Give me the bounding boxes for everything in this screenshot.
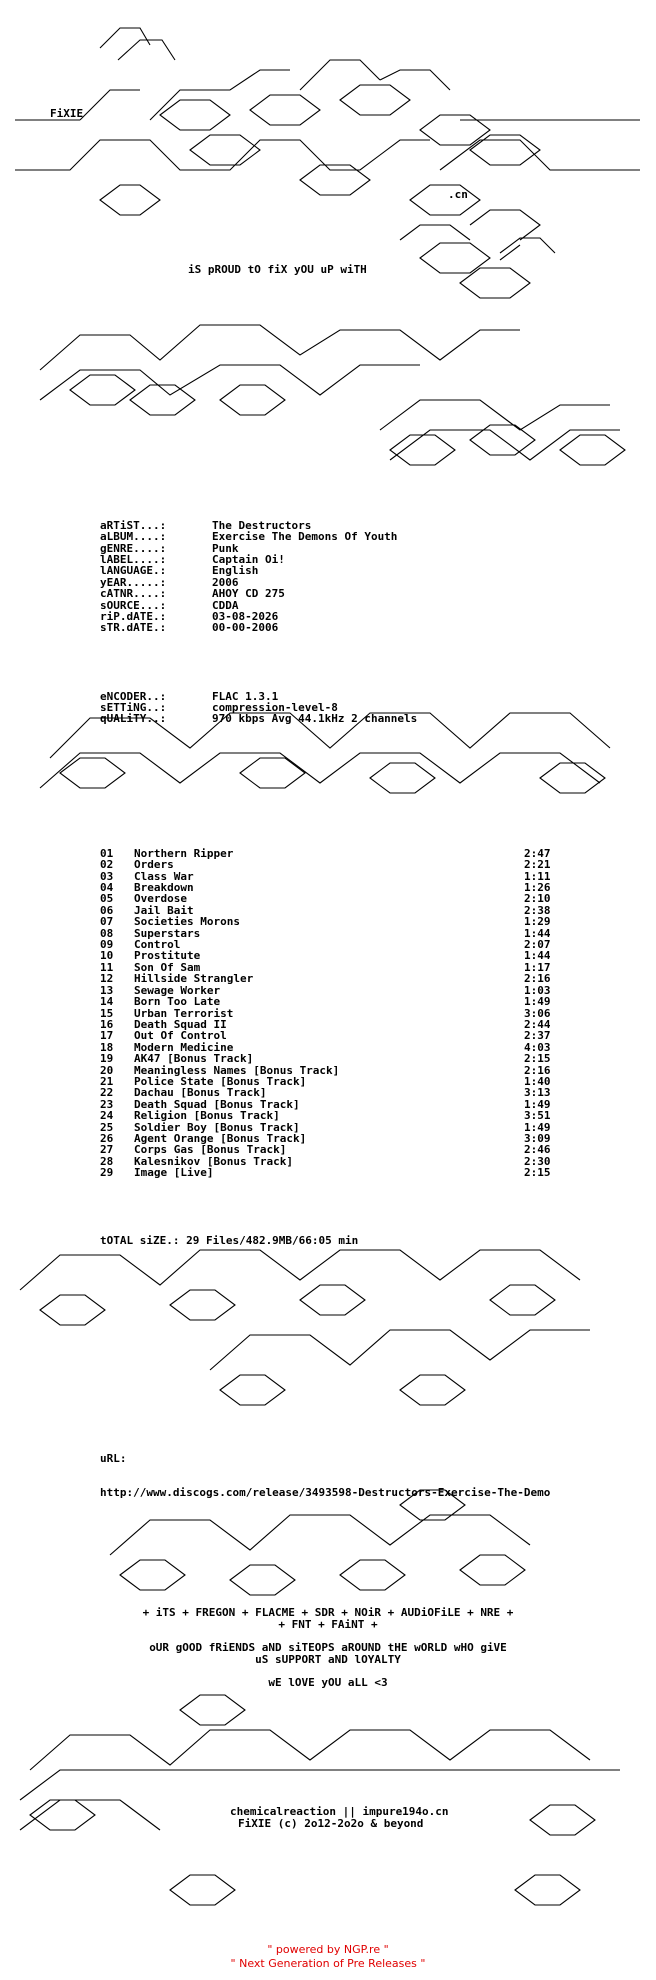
track-number: 14 xyxy=(100,995,114,1009)
release-info-list xyxy=(100,520,417,634)
track-row xyxy=(100,973,551,984)
total-size: tOTAL siZE.: 29 Files/482.9MB/66:05 min xyxy=(100,1234,359,1248)
track-number: 21 xyxy=(100,1074,114,1088)
info-key: yEAR.....: xyxy=(100,575,167,589)
info-key: cATNR....: xyxy=(100,587,167,601)
track-duration: 1:03 xyxy=(524,983,551,997)
title-logo-graphic xyxy=(0,310,656,490)
track-duration: 2:44 xyxy=(524,1017,551,1031)
track-number: 08 xyxy=(100,926,114,940)
track-number: 18 xyxy=(100,1040,114,1054)
track-number: 20 xyxy=(100,1063,114,1077)
track-number: 22 xyxy=(100,1086,114,1100)
track-title: Orders xyxy=(134,858,174,872)
track-title: Class War xyxy=(134,869,194,883)
header-tag: FiXIE xyxy=(50,107,84,120)
track-number: 05 xyxy=(100,892,114,906)
info-key: eNCODER..: xyxy=(100,689,167,703)
tracklist-logo-art xyxy=(0,688,656,808)
header-logo-graphic xyxy=(0,0,656,240)
track-duration: 2:46 xyxy=(524,1143,551,1157)
info-key: sETTiNG..: xyxy=(100,700,167,714)
track-duration: 2:15 xyxy=(524,1052,551,1066)
info-row xyxy=(100,622,417,633)
track-title: Image [Live] xyxy=(134,1166,214,1180)
track-title: Meaningless Names [Bonus Track] xyxy=(134,1063,340,1077)
info-row xyxy=(100,588,417,599)
track-title: Death Squad [Bonus Track] xyxy=(134,1097,300,1111)
credit-line-1: chemicalreaction || impure194o.cn xyxy=(230,1805,449,1818)
info-value: The Destructors xyxy=(212,518,312,532)
track-title: Societies Morons xyxy=(134,915,240,929)
track-title: Breakdown xyxy=(134,881,194,895)
url-link[interactable]: http://www.discogs.com/release/3493598-Destructors-Exercise-The-Demo xyxy=(100,1486,551,1500)
track-duration: 3:51 xyxy=(524,1109,551,1123)
track-number: 06 xyxy=(100,903,114,917)
groups-line-1: + iTS + FREGON + FLACME + SDR + NOiR + AUDiOFiLE + NRE + xyxy=(142,1606,514,1619)
track-number: 04 xyxy=(100,881,114,895)
track-number: 17 xyxy=(100,1029,114,1043)
info-key: gENRE....: xyxy=(100,541,167,555)
track-duration: 2:21 xyxy=(524,858,551,872)
track-title: Soldier Boy [Bonus Track] xyxy=(134,1120,300,1134)
ngp-tagline: " Next Generation of Pre Releases " xyxy=(230,1957,426,1970)
track-title: Control xyxy=(134,938,181,952)
url-label: uRL: xyxy=(100,1451,127,1465)
track-number: 10 xyxy=(100,949,114,963)
track-duration: 1:44 xyxy=(524,949,551,963)
info-key: qUALiTY..: xyxy=(100,712,167,726)
info-key: lABEL....: xyxy=(100,553,167,567)
track-number: 02 xyxy=(100,858,114,872)
track-duration: 4:03 xyxy=(524,1040,551,1054)
track-row xyxy=(100,1053,551,1064)
track-duration: 2:38 xyxy=(524,903,551,917)
track-title: Corps Gas [Bonus Track] xyxy=(134,1143,287,1157)
track-number: 16 xyxy=(100,1017,114,1031)
track-duration: 2:37 xyxy=(524,1029,551,1043)
notes-logo-art xyxy=(0,1210,656,1410)
track-title: Religion [Bonus Track] xyxy=(134,1109,280,1123)
proud-line: iS pROUD tO fiX yOU uP wiTH xyxy=(188,263,367,276)
info-value: FLAC 1.3.1 xyxy=(212,689,279,703)
info-key: aRTiST...: xyxy=(100,518,167,532)
track-number: 15 xyxy=(100,1006,114,1020)
footer-logo-art xyxy=(0,1700,656,1920)
credit-line-2: FiXIE (c) 2o12-2o2o & beyond xyxy=(238,1817,424,1830)
track-title: Jail Bait xyxy=(134,903,194,917)
info-value: Captain Oi! xyxy=(212,553,285,567)
info-value: Exercise The Demons Of Youth xyxy=(212,530,398,544)
info-key: sOURCE...: xyxy=(100,598,167,612)
title-logo-art xyxy=(0,310,656,490)
track-row xyxy=(100,916,551,927)
proud-logo-art xyxy=(400,238,560,308)
info-value: 2006 xyxy=(212,575,239,589)
track-title: Police State [Bonus Track] xyxy=(134,1074,307,1088)
info-value: compression-level-8 xyxy=(212,700,338,714)
track-row xyxy=(100,1167,551,1178)
info-value: 03-08-2026 xyxy=(212,610,279,624)
info-value: English xyxy=(212,564,259,578)
track-duration: 1:49 xyxy=(524,1120,551,1134)
track-number: 29 xyxy=(100,1166,114,1180)
track-duration: 2:30 xyxy=(524,1154,551,1168)
track-number: 24 xyxy=(100,1109,114,1123)
track-title: Agent Orange [Bonus Track] xyxy=(134,1131,307,1145)
track-number: 07 xyxy=(100,915,114,929)
track-duration: 3:13 xyxy=(524,1086,551,1100)
track-title: Sewage Worker xyxy=(134,983,221,997)
track-title: Dachau [Bonus Track] xyxy=(134,1086,267,1100)
track-duration: 1:40 xyxy=(524,1074,551,1088)
info-key: sTR.dATE.: xyxy=(100,621,167,635)
track-title: Out Of Control xyxy=(134,1029,227,1043)
track-duration: 2:10 xyxy=(524,892,551,906)
greets-logo-art xyxy=(100,1485,560,1605)
track-duration: 1:11 xyxy=(524,869,551,883)
proud-logo-graphic xyxy=(400,238,560,308)
track-row xyxy=(100,1030,551,1041)
track-duration: 2:15 xyxy=(524,1166,551,1180)
track-title: Death Squad II xyxy=(134,1017,227,1031)
love-line: wE lOVE yOU aLL <3 xyxy=(268,1676,388,1689)
track-number: 09 xyxy=(100,938,114,952)
track-title: Superstars xyxy=(134,926,201,940)
track-number: 19 xyxy=(100,1052,114,1066)
track-title: Overdose xyxy=(134,892,187,906)
header-domain: .cn xyxy=(448,188,468,201)
track-title: Son Of Sam xyxy=(134,960,201,974)
track-title: Northern Ripper xyxy=(134,846,234,860)
track-title: Hillside Strangler xyxy=(134,972,254,986)
track-title: Prostitute xyxy=(134,949,201,963)
notes-logo-graphic xyxy=(0,1210,656,1410)
groups-line-2: + FNT + FAiNT + xyxy=(278,1618,378,1631)
track-row xyxy=(100,996,551,1007)
track-title: Kalesnikov [Bonus Track] xyxy=(134,1154,293,1168)
track-row xyxy=(100,859,551,870)
track-title: Born Too Late xyxy=(134,995,221,1009)
track-duration: 1:44 xyxy=(524,926,551,940)
track-duration: 2:16 xyxy=(524,972,551,986)
track-title: Modern Medicine xyxy=(134,1040,234,1054)
track-title: AK47 [Bonus Track] xyxy=(134,1052,254,1066)
friends-line-1: oUR gOOD fRiENDS aND siTEOPS aROUND tHE wORLD wHO giVE xyxy=(149,1641,507,1654)
info-value: 970 kbps Avg 44.1kHz 2 channels xyxy=(212,712,418,726)
info-key: lANGUAGE.: xyxy=(100,564,167,578)
track-duration: 2:07 xyxy=(524,938,551,952)
track-duration: 1:49 xyxy=(524,1097,551,1111)
track-duration: 1:29 xyxy=(524,915,551,929)
track-duration: 2:47 xyxy=(524,846,551,860)
track-duration: 3:09 xyxy=(524,1131,551,1145)
tracklist xyxy=(100,825,551,1258)
track-list xyxy=(100,848,551,1179)
track-number: 11 xyxy=(100,960,114,974)
info-key: riP.dATE.: xyxy=(100,610,167,624)
header-logo-art xyxy=(0,0,656,240)
info-key: aLBUM....: xyxy=(100,530,167,544)
track-duration: 2:16 xyxy=(524,1063,551,1077)
info-value: 00-00-2006 xyxy=(212,621,279,635)
track-number: 03 xyxy=(100,869,114,883)
track-number: 27 xyxy=(100,1143,114,1157)
tracklist-logo-graphic xyxy=(0,688,656,808)
track-number: 01 xyxy=(100,846,114,860)
info-value: Punk xyxy=(212,541,239,555)
track-duration: 3:06 xyxy=(524,1006,551,1020)
info-value: AHOY CD 275 xyxy=(212,587,285,601)
greets-logo-graphic xyxy=(100,1485,560,1605)
info-value: CDDA xyxy=(212,598,239,612)
info-row xyxy=(100,531,417,542)
track-number: 25 xyxy=(100,1120,114,1134)
track-row xyxy=(100,1110,551,1121)
track-duration: 1:17 xyxy=(524,960,551,974)
track-duration: 1:26 xyxy=(524,881,551,895)
track-number: 26 xyxy=(100,1131,114,1145)
powered-by-line: " powered by NGP.re " xyxy=(267,1943,389,1956)
track-number: 13 xyxy=(100,983,114,997)
friends-line-2: uS sUPPORT aND lOYALTY xyxy=(255,1653,401,1666)
track-duration: 1:49 xyxy=(524,995,551,1009)
track-number: 28 xyxy=(100,1154,114,1168)
track-title: Urban Terrorist xyxy=(134,1006,234,1020)
track-number: 12 xyxy=(100,972,114,986)
track-number: 23 xyxy=(100,1097,114,1111)
